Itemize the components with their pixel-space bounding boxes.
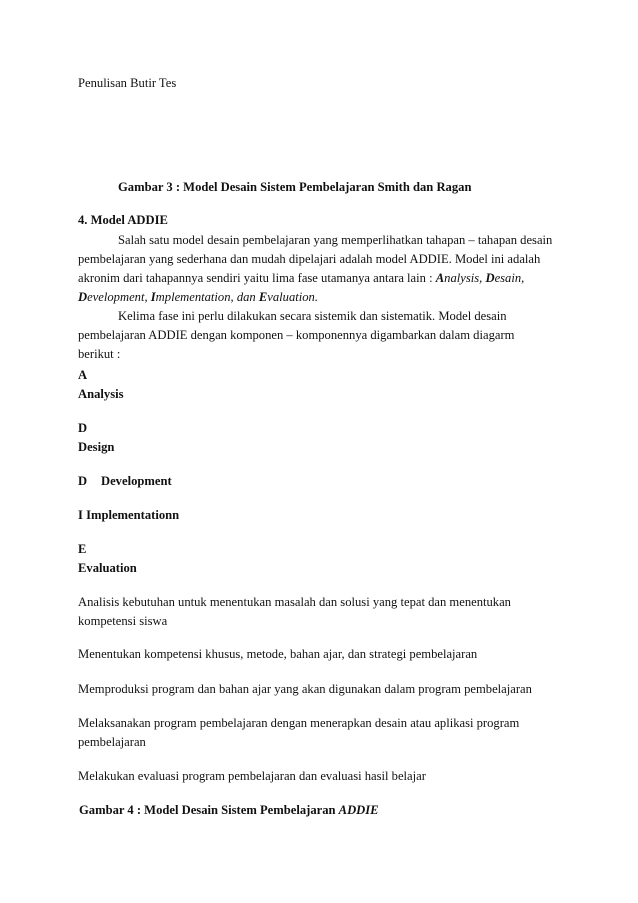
stage-analysis-name: Analysis xyxy=(78,387,124,401)
term-desain xyxy=(485,271,524,285)
stage-analysis-letter: A xyxy=(78,368,88,382)
initial-a: A xyxy=(435,271,445,285)
description-development: Memproduksi program dan bahan ajar yang akan digunakan dalam program pembelajaran xyxy=(78,682,532,696)
page-header: Penulisan Butir Tes xyxy=(78,76,177,90)
term-implementation-rest: mplementation, xyxy=(155,290,234,304)
paragraph-1-line xyxy=(78,269,524,288)
description-implementation-line: Melaksanakan program pembelajaran dengan menerapkan desain atau aplikasi program xyxy=(78,716,520,730)
description-analysis-line: kompetensi siswa xyxy=(78,614,168,628)
initial-implementation: I xyxy=(150,290,156,304)
paragraph-1-text: akronim dari tahapannya sendiri yaitu lima fase utamanya antara lain : xyxy=(78,271,436,285)
paragraph-1-line: pembelajaran yang sederhana dan mudah dipelajari adalah model ADDIE. Model ini adalah xyxy=(78,252,541,266)
stage-design-name: Design xyxy=(78,440,115,454)
stage-development-letter: D xyxy=(78,474,88,488)
paragraph-1-line: Salah satu model desain pembelajaran yang memperlihatkan tahapan – tahapan desain xyxy=(118,233,553,247)
initial-evaluation: E xyxy=(258,290,268,304)
figure4-caption xyxy=(79,801,379,820)
figure4-caption-italic: ADDIE xyxy=(338,803,379,817)
stage-evaluation-letter: E xyxy=(78,542,87,556)
description-design: Menentukan kompetensi khusus, metode, bahan ajar, dan strategi pembelajaran xyxy=(78,647,478,661)
term-desain-rest: esain, xyxy=(494,271,525,285)
term-development-rest: evelopment, xyxy=(87,290,148,304)
term-dan: dan xyxy=(236,290,256,304)
figure3-caption: Gambar 3 : Model Desain Sistem Pembelajaran Smith dan Ragan xyxy=(118,180,472,194)
term-analysis-rest: nalysis, xyxy=(444,271,483,285)
description-implementation-line: pembelajaran xyxy=(78,735,146,749)
term-analysis xyxy=(436,271,483,285)
paragraph-2-line: pembelajaran ADDIE dengan komponen – komponennya digambarkan dalam diagarm xyxy=(78,328,515,342)
initial-d: D xyxy=(485,271,495,285)
term-evaluation-rest: valuation. xyxy=(267,290,319,304)
description-evaluation: Melakukan evaluasi program pembelajaran dan evaluasi hasil belajar xyxy=(78,769,426,783)
paragraph-2-line: berikut : xyxy=(78,347,121,361)
stage-development-name: Development xyxy=(101,474,172,488)
stage-design-letter: D xyxy=(78,421,88,435)
stage-implementation-letter: I xyxy=(78,508,83,522)
figure4-caption-text: Gambar 4 : Model Desain Sistem Pembelajaran xyxy=(79,803,339,817)
paragraph-2-line: Kelima fase ini perlu dilakukan secara sistemik dan sistematik. Model desain xyxy=(118,309,507,323)
stage-evaluation-name: Evaluation xyxy=(78,561,137,575)
initial-development: D xyxy=(78,290,88,304)
description-analysis-line: Analisis kebutuhan untuk menentukan masalah dan solusi yang tepat dan menentukan xyxy=(78,595,511,609)
paragraph-1-line xyxy=(78,288,318,307)
section-heading: 4. Model ADDIE xyxy=(78,213,168,227)
stage-implementation xyxy=(78,506,179,525)
stage-implementation-name: Implementationn xyxy=(86,508,180,522)
